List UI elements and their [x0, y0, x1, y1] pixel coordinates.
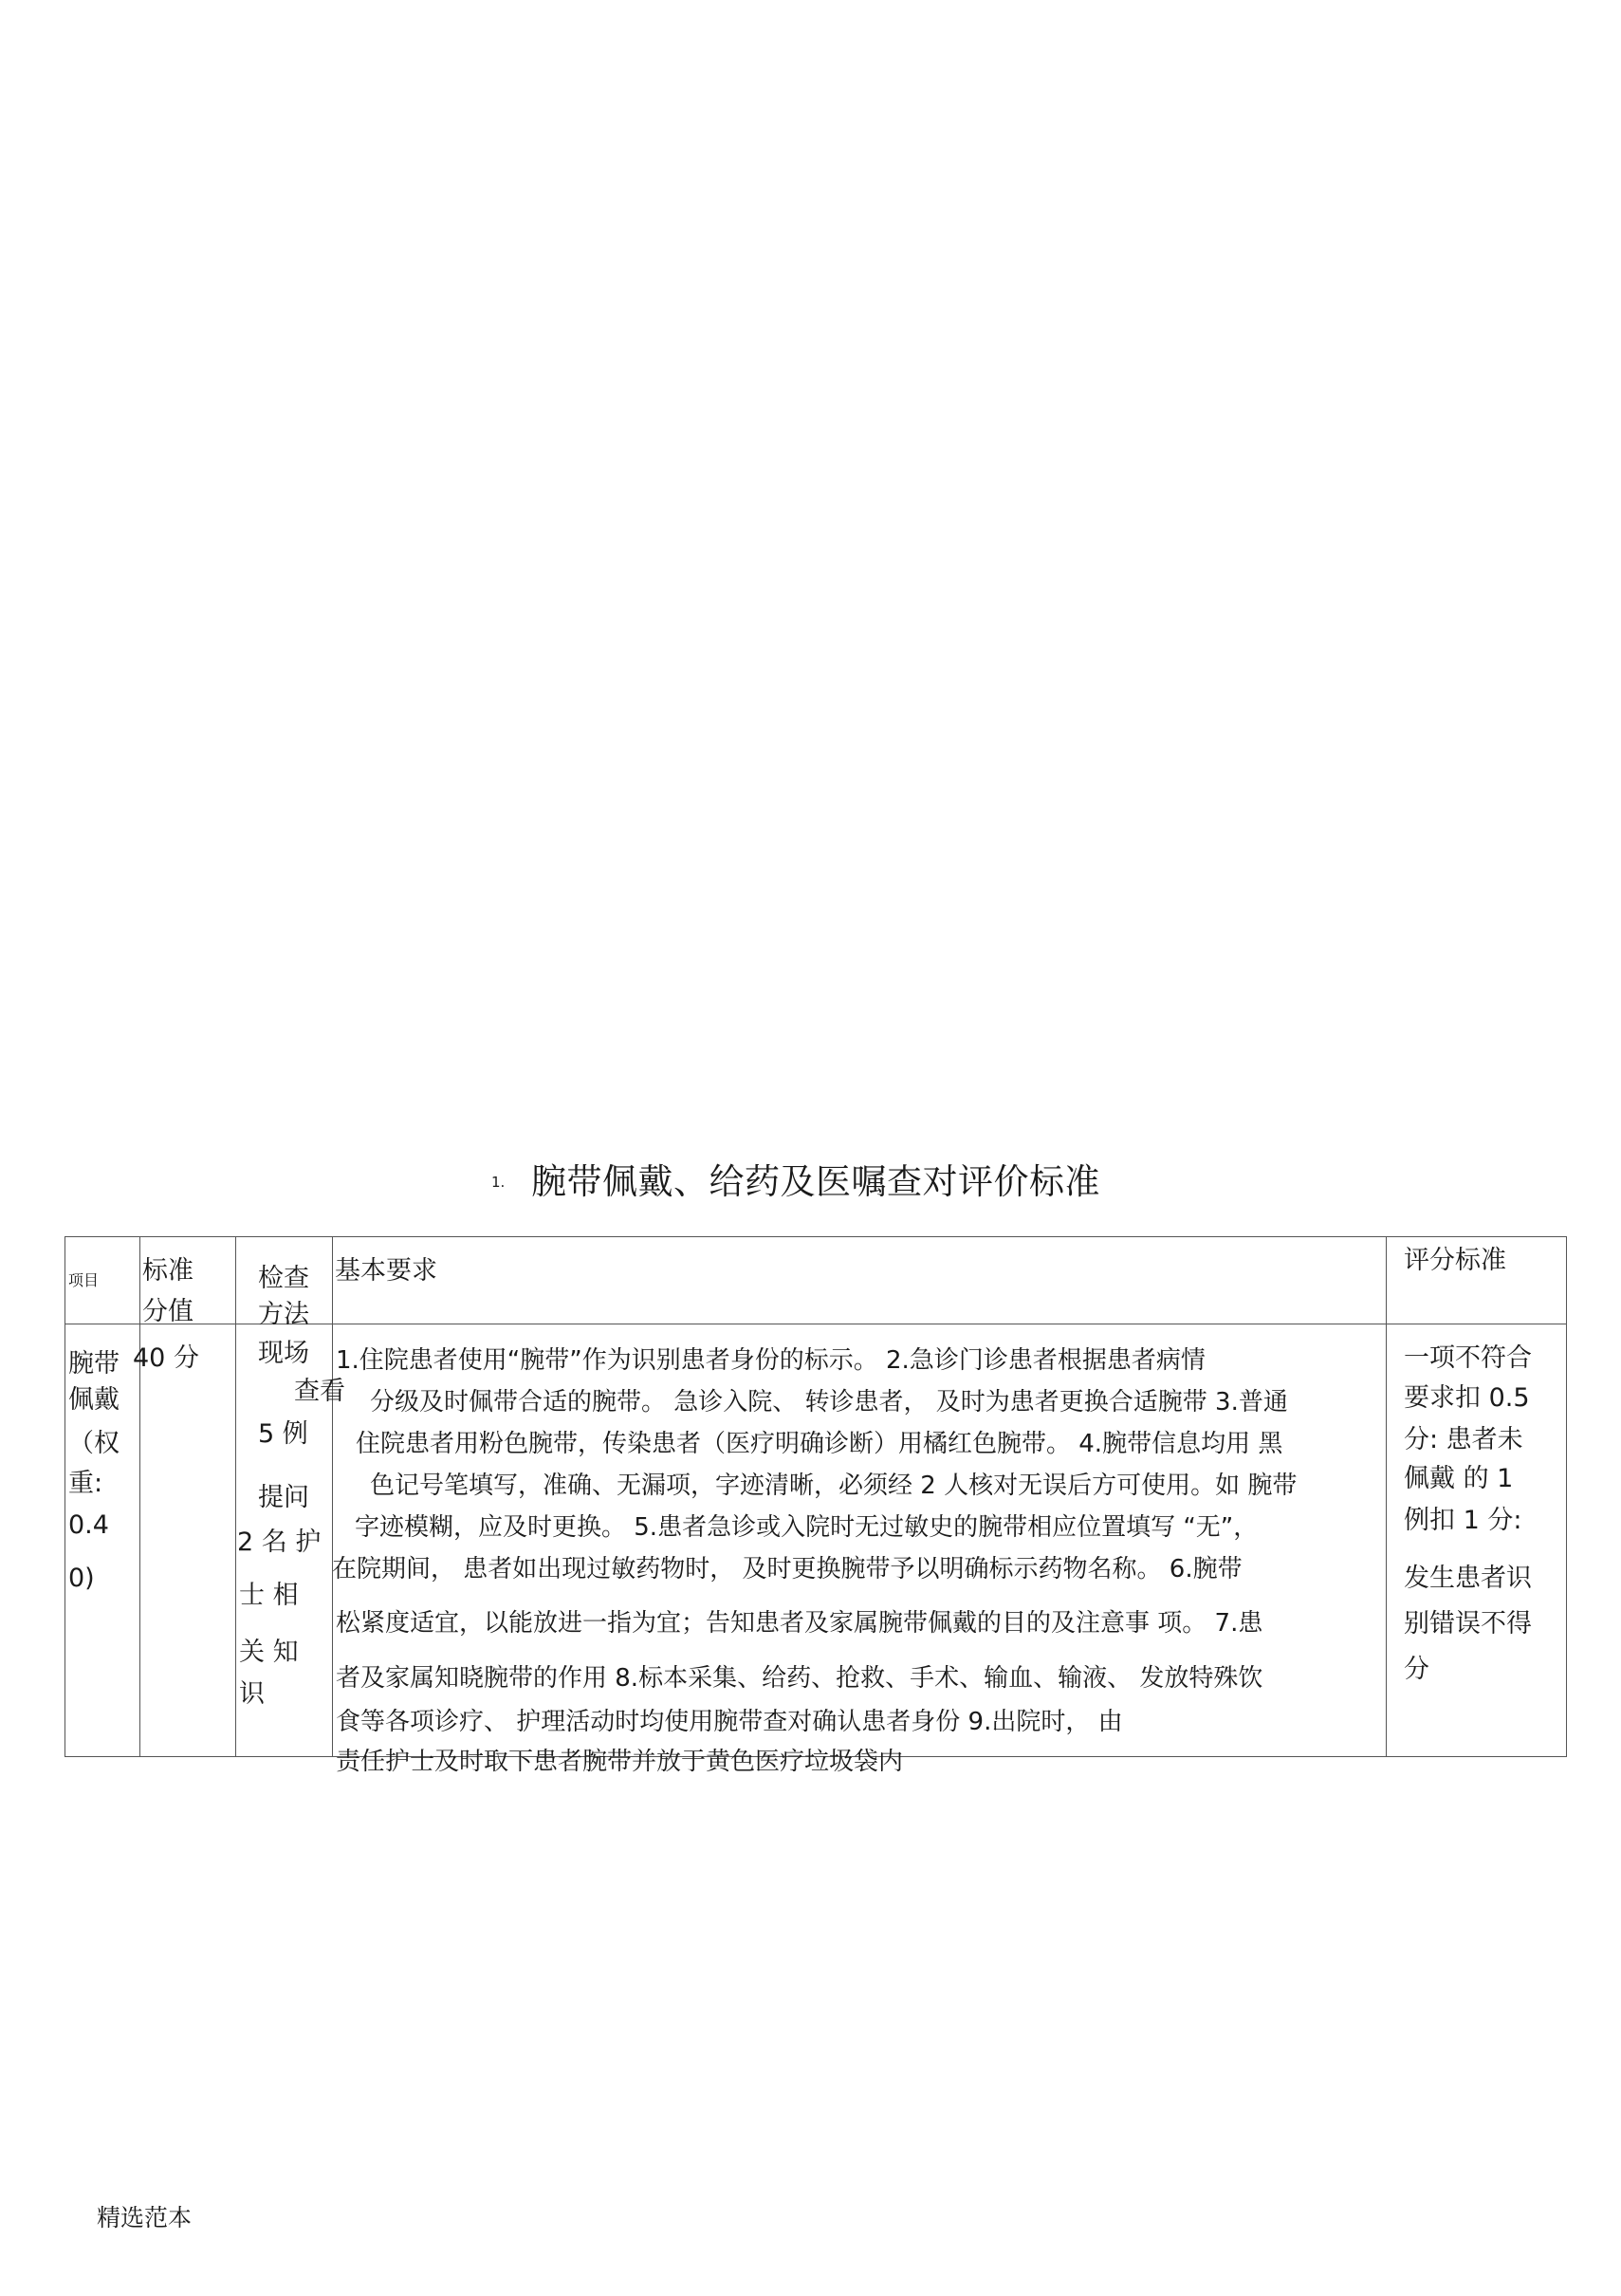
header-criteria: 评分标准 [1404, 1246, 1506, 1275]
method-line: 现场 [258, 1339, 309, 1368]
header-method-line2: 方法 [258, 1300, 309, 1329]
column-divider [235, 1236, 236, 1757]
requirement-line: 责任护士及时取下患者腕带并放于黄色医疗垃圾袋内 [336, 1748, 904, 1776]
column-divider [332, 1236, 333, 1757]
title-number: 1. [491, 1174, 506, 1191]
method-line: 提问 [258, 1483, 309, 1512]
criteria-line: 佩戴 的 1 [1404, 1464, 1514, 1493]
table-top-border [64, 1236, 1567, 1237]
method-line: 查看 [294, 1377, 345, 1406]
item-line: 佩戴 [68, 1385, 120, 1415]
item-line: （权 [68, 1429, 120, 1458]
column-divider [139, 1236, 140, 1757]
method-line: 士 相 [239, 1581, 299, 1610]
page-footer: 精选范本 [97, 2204, 193, 2231]
criteria-line: 别错误不得 [1404, 1609, 1532, 1639]
requirement-line: 住院患者用粉色腕带，传染患者（医疗明确诊断）用橘红色腕带。 4.腕带信息均用 黑 [356, 1430, 1283, 1458]
header-method-line1: 检查 [258, 1264, 309, 1293]
item-line: 重: [68, 1469, 103, 1498]
item-line: 腕带 [68, 1349, 120, 1379]
requirement-line: 在院期间， 患者如出现过敏药物时， 及时更换腕带予以明确标示药物名称。 6.腕带 [332, 1555, 1243, 1583]
header-score-line1: 标准 [142, 1256, 193, 1286]
requirement-line: 色记号笔填写，准确、无漏项，字迹清晰，必须经 2 人核对无误后方可使用。如 腕带 [370, 1472, 1298, 1500]
criteria-line: 要求扣 0.5 [1404, 1383, 1530, 1413]
requirement-line: 食等各项诊疗、 护理活动时均使用腕带查对确认患者身份 9.出院时， 由 [336, 1708, 1123, 1736]
requirement-line: 1.住院患者使用“腕带”作为识别患者身份的标示。 2.急诊门诊患者根据患者病情 [336, 1346, 1206, 1375]
header-item: 项目 [68, 1271, 100, 1289]
method-line: 识 [239, 1679, 265, 1709]
criteria-line: 分: 患者未 [1404, 1425, 1523, 1454]
table-right-border [1566, 1236, 1567, 1757]
requirement-line: 者及家属知晓腕带的作用 8.标本采集、给药、抢救、手术、输血、输液、 发放特殊饮 [336, 1664, 1263, 1693]
header-score-line2: 分值 [142, 1297, 193, 1326]
method-line: 关 知 [239, 1638, 299, 1667]
header-requirements: 基本要求 [335, 1256, 437, 1286]
criteria-line: 例扣 1 分: [1404, 1506, 1522, 1535]
column-divider [1386, 1236, 1387, 1757]
method-line: 2 名 护 [237, 1528, 322, 1557]
criteria-line: 发生患者识 [1404, 1564, 1532, 1593]
item-line: 0.4 [68, 1510, 109, 1540]
page-title: 腕带佩戴、给药及医嘱查对评价标准 [531, 1161, 1100, 1202]
criteria-line: 分 [1404, 1655, 1429, 1684]
item-line: 0) [68, 1564, 95, 1593]
table-left-border [64, 1236, 65, 1757]
requirement-line: 分级及时佩带合适的腕带。 急诊入院、 转诊患者， 及时为患者更换合适腕带 3.普通 [370, 1388, 1288, 1416]
requirement-line: 字迹模糊，应及时更换。 5.患者急诊或入院时无过敏史的腕带相应位置填写 “无”， [355, 1513, 1259, 1542]
requirement-line: 松紧度适宜，以能放进一指为宜；告知患者及家属腕带佩戴的目的及注意事 项。 7.患 [336, 1609, 1263, 1638]
method-line: 5 例 [258, 1419, 308, 1449]
score-value: 40 分 [133, 1343, 199, 1373]
criteria-line: 一项不符合 [1404, 1343, 1532, 1373]
